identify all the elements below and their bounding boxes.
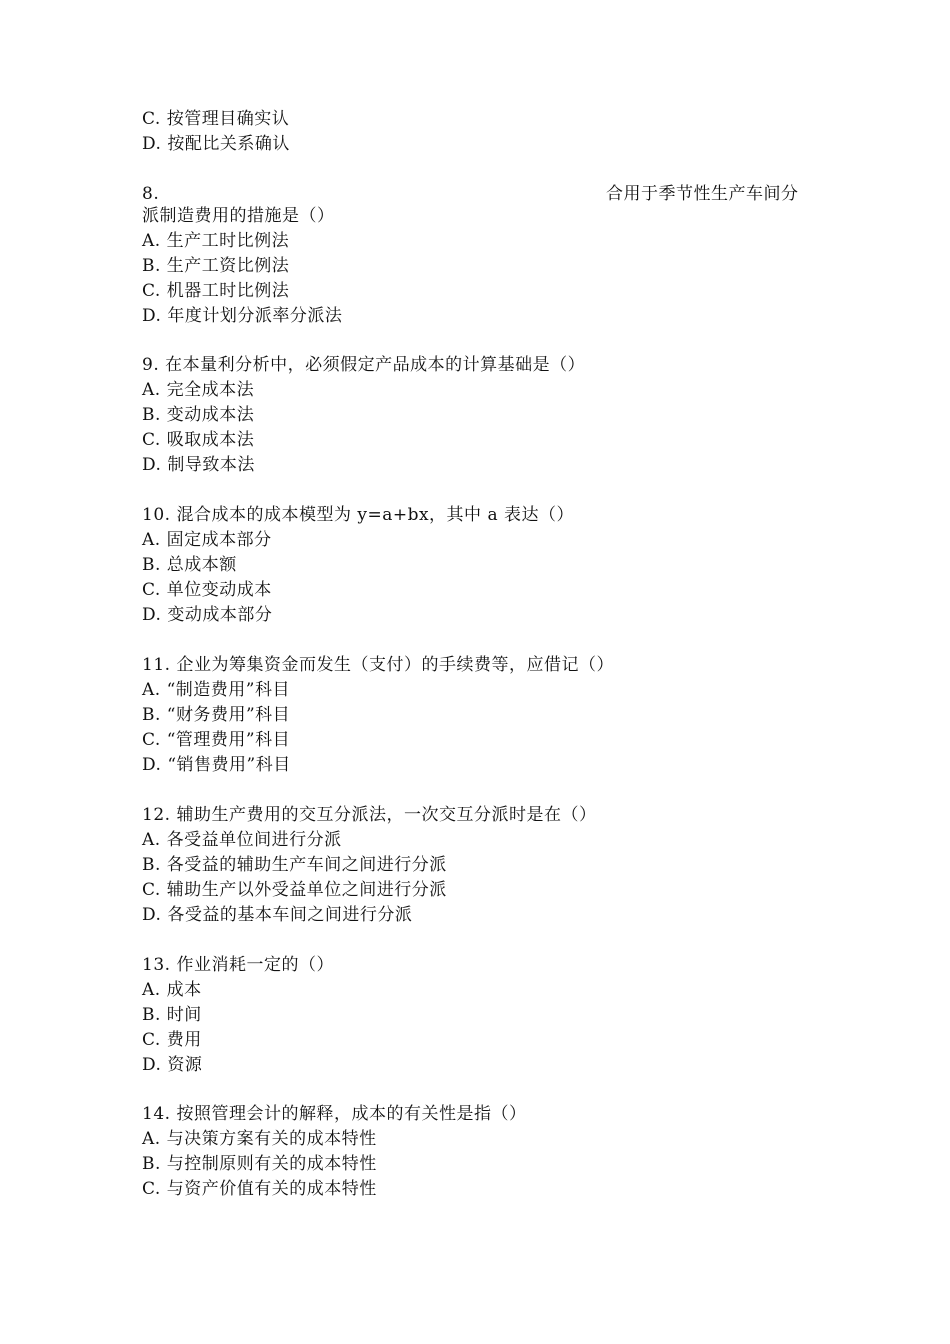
option-line: C. 按管理目确实认 [142, 109, 290, 129]
question-text: 11. 企业为筹集资金而发生（支付）的手续费等，应借记（） [142, 655, 614, 675]
option-line: D. 年度计划分派率分派法 [142, 306, 343, 326]
question-text: 12. 辅助生产费用的交互分派法，一次交互分派时是在（） [142, 805, 597, 825]
option-line: B. 时间 [142, 1005, 202, 1025]
option-line: D. 变动成本部分 [142, 605, 273, 625]
option-line: C. 与资产价值有关的成本特性 [142, 1179, 377, 1199]
option-line: B. 生产工资比例法 [142, 256, 290, 276]
option-line: C. 吸取成本法 [142, 430, 255, 450]
question-text: 派制造费用的措施是（） [142, 206, 335, 226]
option-line: C. 辅助生产以外受益单位之间进行分派 [142, 880, 447, 900]
option-line: B. 总成本额 [142, 555, 237, 575]
option-line: D. 制导致本法 [142, 455, 255, 475]
question-number: 8. [142, 184, 160, 204]
option-line: A. “制造费用”科目 [142, 680, 290, 700]
question-text: 10. 混合成本的成本模型为 y=a+bx，其中 a 表达（） [142, 505, 574, 525]
question-text: 14. 按照管理会计的解释，成本的有关性是指（） [142, 1104, 527, 1124]
question-text: 13. 作业消耗一定的（） [142, 955, 334, 975]
option-line: D. 按配比关系确认 [142, 134, 290, 154]
option-line: B. “财务费用”科目 [142, 705, 291, 725]
option-line: A. 生产工时比例法 [142, 231, 290, 251]
option-line: D. “销售费用”科目 [142, 755, 291, 775]
question-text-fragment: 合用于季节性生产车间分 [606, 184, 799, 204]
option-line: A. 成本 [142, 980, 202, 1000]
option-line: D. 资源 [142, 1055, 203, 1075]
option-line: C. 机器工时比例法 [142, 281, 290, 301]
option-line: A. 固定成本部分 [142, 530, 272, 550]
option-line: B. 与控制原则有关的成本特性 [142, 1154, 377, 1174]
option-line: C. 费用 [142, 1030, 202, 1050]
option-line: C. “管理费用”科目 [142, 730, 291, 750]
option-line: A. 完全成本法 [142, 380, 255, 400]
option-line: A. 与决策方案有关的成本特性 [142, 1129, 377, 1149]
option-line: B. 各受益的辅助生产车间之间进行分派 [142, 855, 447, 875]
option-line: B. 变动成本法 [142, 405, 255, 425]
question-text: 9. 在本量利分析中，必须假定产品成本的计算基础是（） [142, 355, 586, 375]
option-line: D. 各受益的基本车间之间进行分派 [142, 905, 413, 925]
option-line: C. 单位变动成本 [142, 580, 272, 600]
option-line: A. 各受益单位间进行分派 [142, 830, 342, 850]
